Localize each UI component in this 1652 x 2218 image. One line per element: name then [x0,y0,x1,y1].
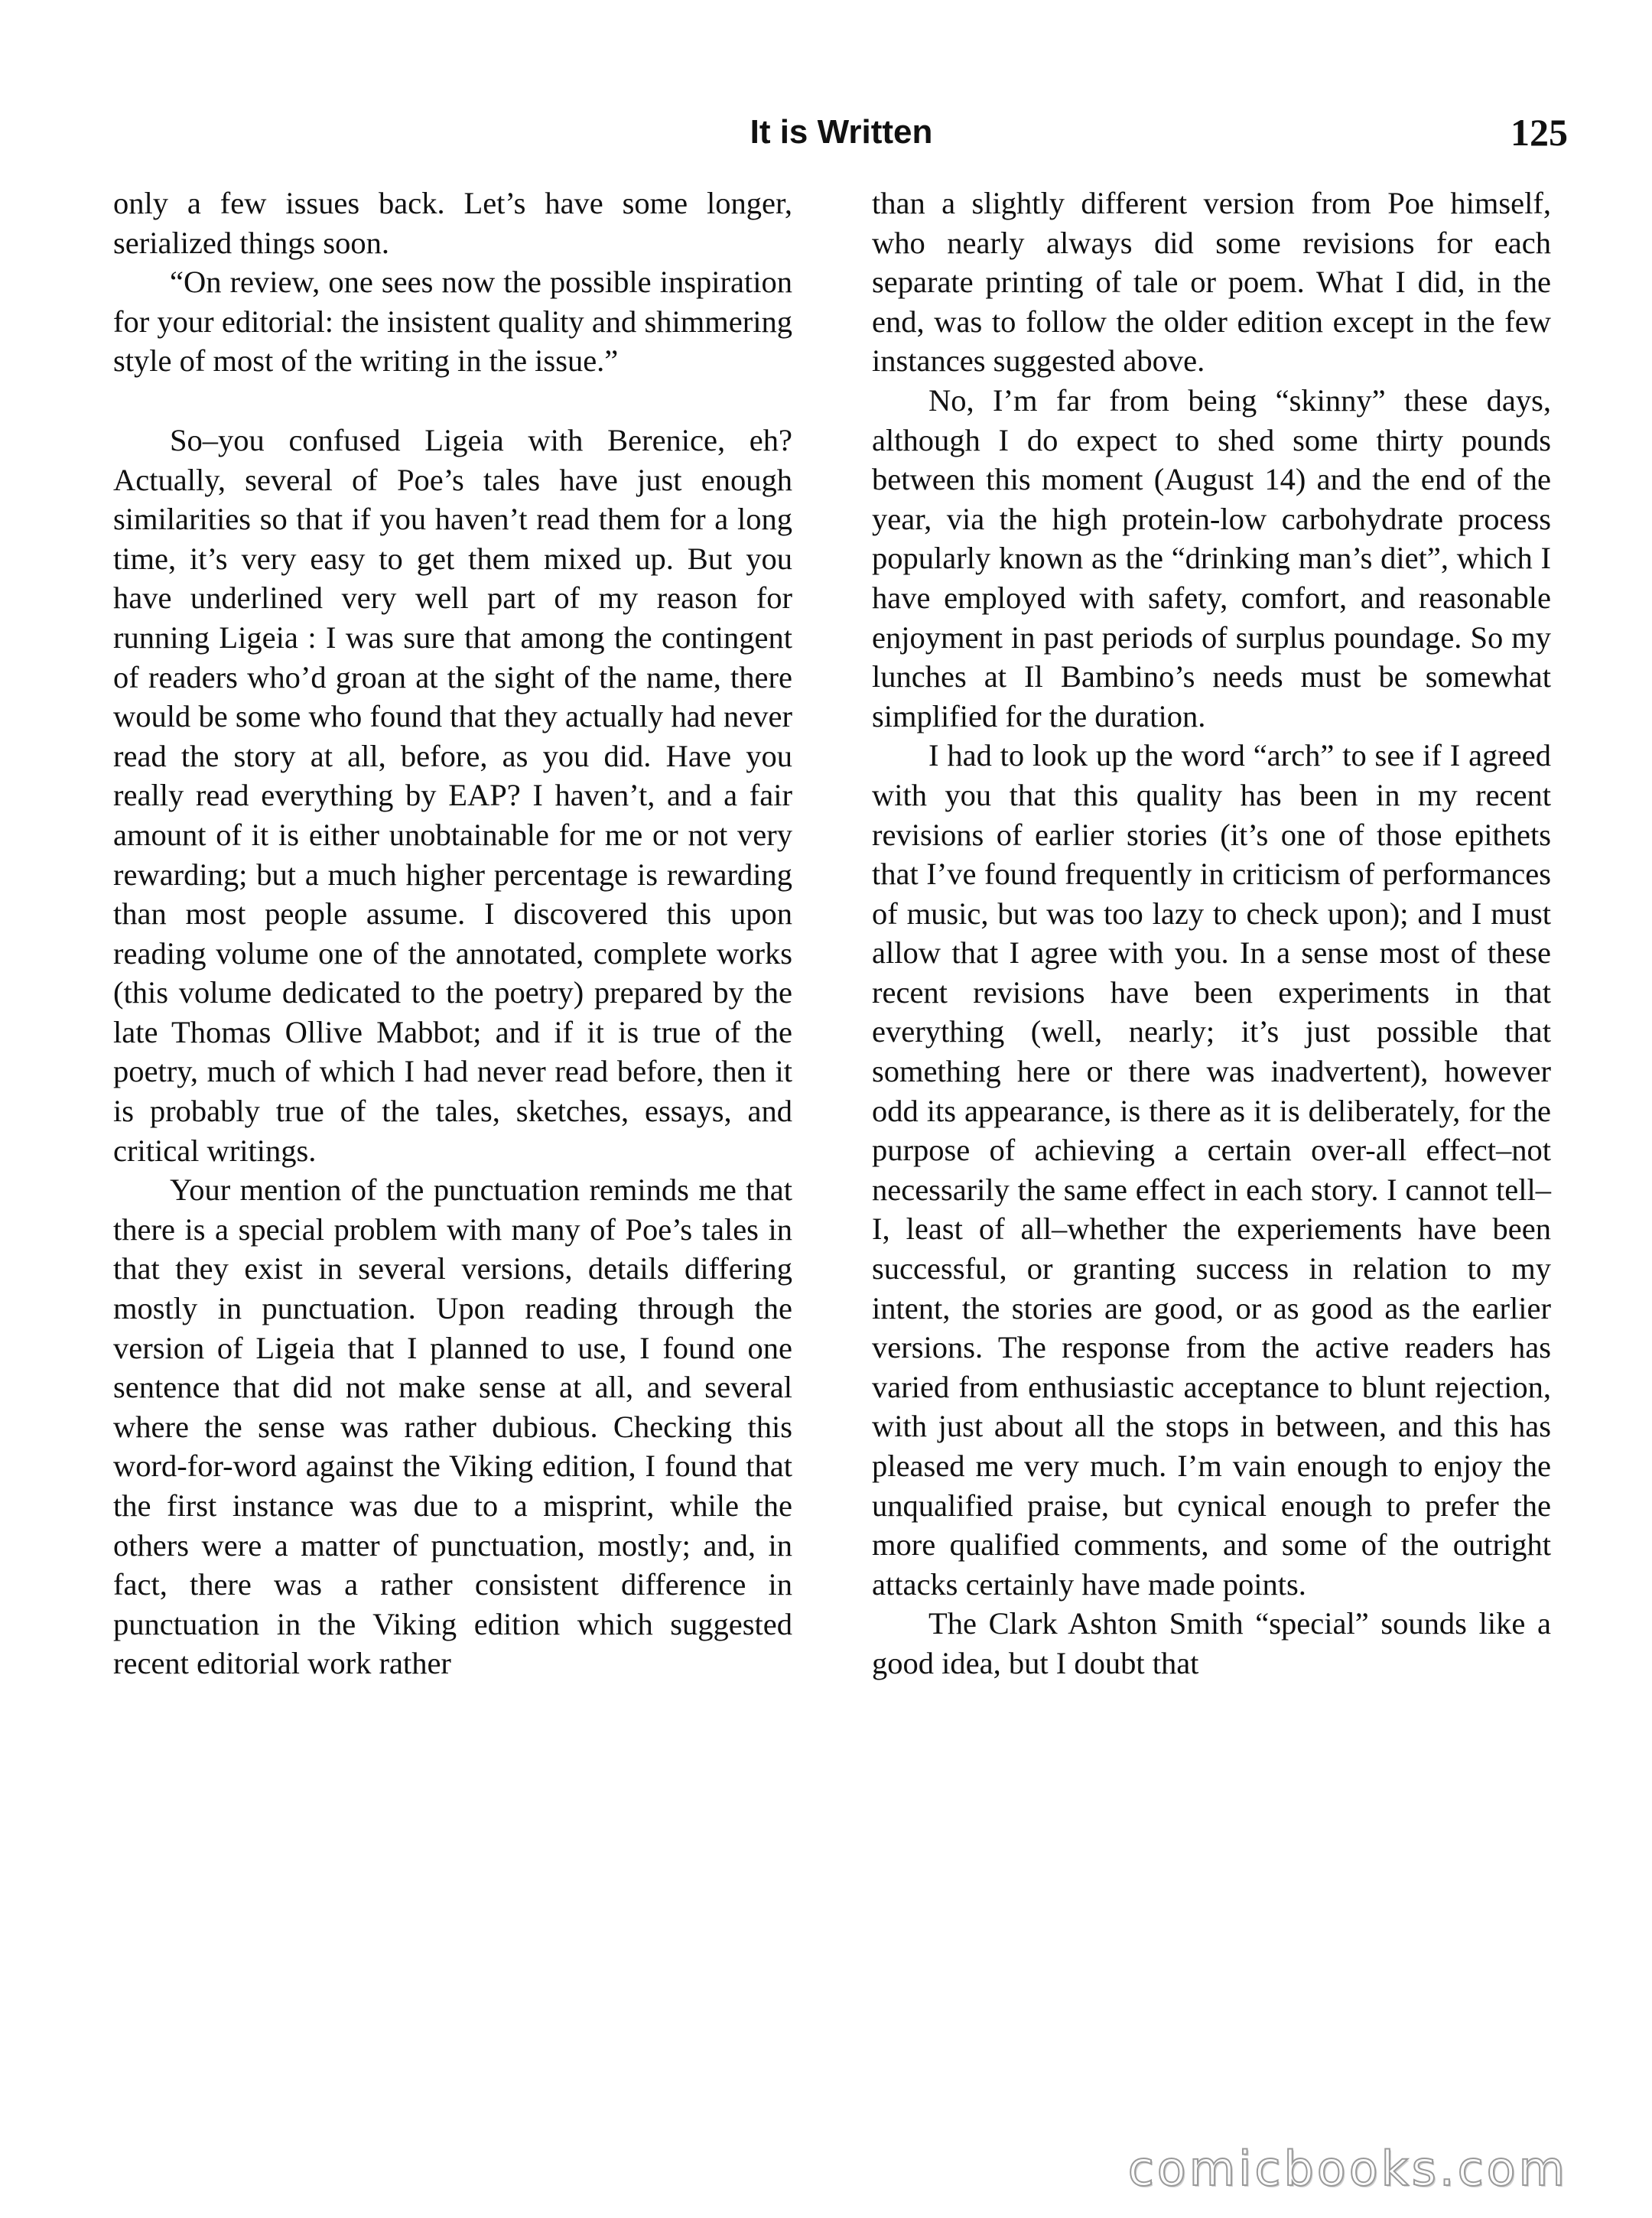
left-column [113,184,792,1683]
paragraph: than a slightly different version from Poe himself, who nearly always did some revisions for each separate printing of tale or poem. What I did, in the end, was to follow the older edition except in the few instances suggested above. [872,186,1551,379]
page-header [115,106,1568,159]
watermark-logo: comicbooks.com [1127,2141,1568,2197]
paragraph: No, I’m far from being “skinny” these days, although I do expect to shed some thirty pounds between this moment (August 14) and the end of the year, via the high protein-low carbohydrate process popularly known as the “drinking man’s diet”, which I have employed with safety, comfort, and reasonable enjoyment in past periods of surplus poundage. So my lunches at Il Bambino’s needs must be somewhat simplified for the duration. [872,382,1551,733]
paragraph: only a few issues back. Let’s have some longer, serialized things soon. [113,186,792,260]
paragraph: Your mention of the punctuation reminds me that there is a special problem with many of Poe’s tales in that they exist in several versions, details differing mostly in punctuation. Upon reading through the version of Ligeia that I planned to use, I found one sentence that did not make sense at all, and several where the sense was rather dubious. Checking this word-for-word against the Viking edition, I found that the first instance was due to a misprint, while the others were a matter of punctuation, mostly; and, in fact, there was a rather consistent difference in punctuation in the Viking edition which suggested recent editorial work rather [113,1172,792,1681]
paragraph: So–you confused Ligeia with Berenice, eh? Actually, several of Poe’s tales have just enough similarities so that if you haven’t read them for a long time, it’s very easy to get them mixed up. But you have underlined very well part of my reason for running Ligeia : I was sure that among the contingent of readers who’d groan at the sight of the name, there would be some who found that they actually had never read the story at all, before, as you did. Have you really read everything by EAP? I haven’t, and a fair amount of it is either unobtainable for me or not very rewarding; but a much higher percentage is rewarding than most people assume. I discovered this upon reading volume one of the annotated, complete works (this volume dedicated to the poetry) prepared by the late Thomas Ollive Mabbot; and if it is true of the poetry, much of which I had never read before, then it is probably true of the tales, sketches, essays, and critical writings. [113,422,792,1168]
page-number: 125 [1511,111,1568,154]
running-title: It is Written [750,113,933,151]
right-column [872,184,1551,1683]
paragraph: “On review, one sees now the possible inspiration for your editorial: the insistent quality and shimmering style of most of the writing in the issue.” [113,265,792,379]
paragraph: I had to look up the word “arch” to see if I agreed with you that this quality has been in my recent revisions of earlier stories (it’s one of those epithets that I’ve found frequently in criticism of performances of music, but was too lazy to check upon); and I must allow that I agree with you. In a sense most of these recent revisions have been experiments in that everything (well, nearly; it’s just possible that something here or there was inadvertent), however odd its appearance, is there as it is deliberately, for the purpose of achieving a certain over-all effect–not necessarily the same effect in each story. I cannot tell–I, least of all–whether the experiements have been successful, or granting success in relation to my intent, the stories are good, or as good as the earlier versions. The response from the active readers has varied from enthusiastic acceptance to blunt rejection, with just about all the stops in between, and this has pleased me very much. I’m vain enough to enjoy the unqualified praise, but cynical enough to prefer the more qualified comments, and some of the outright attacks certainly have made points. [872,738,1551,1602]
paragraph: The Clark Ashton Smith “special” sounds like a good idea, but I doubt that [872,1606,1551,1680]
